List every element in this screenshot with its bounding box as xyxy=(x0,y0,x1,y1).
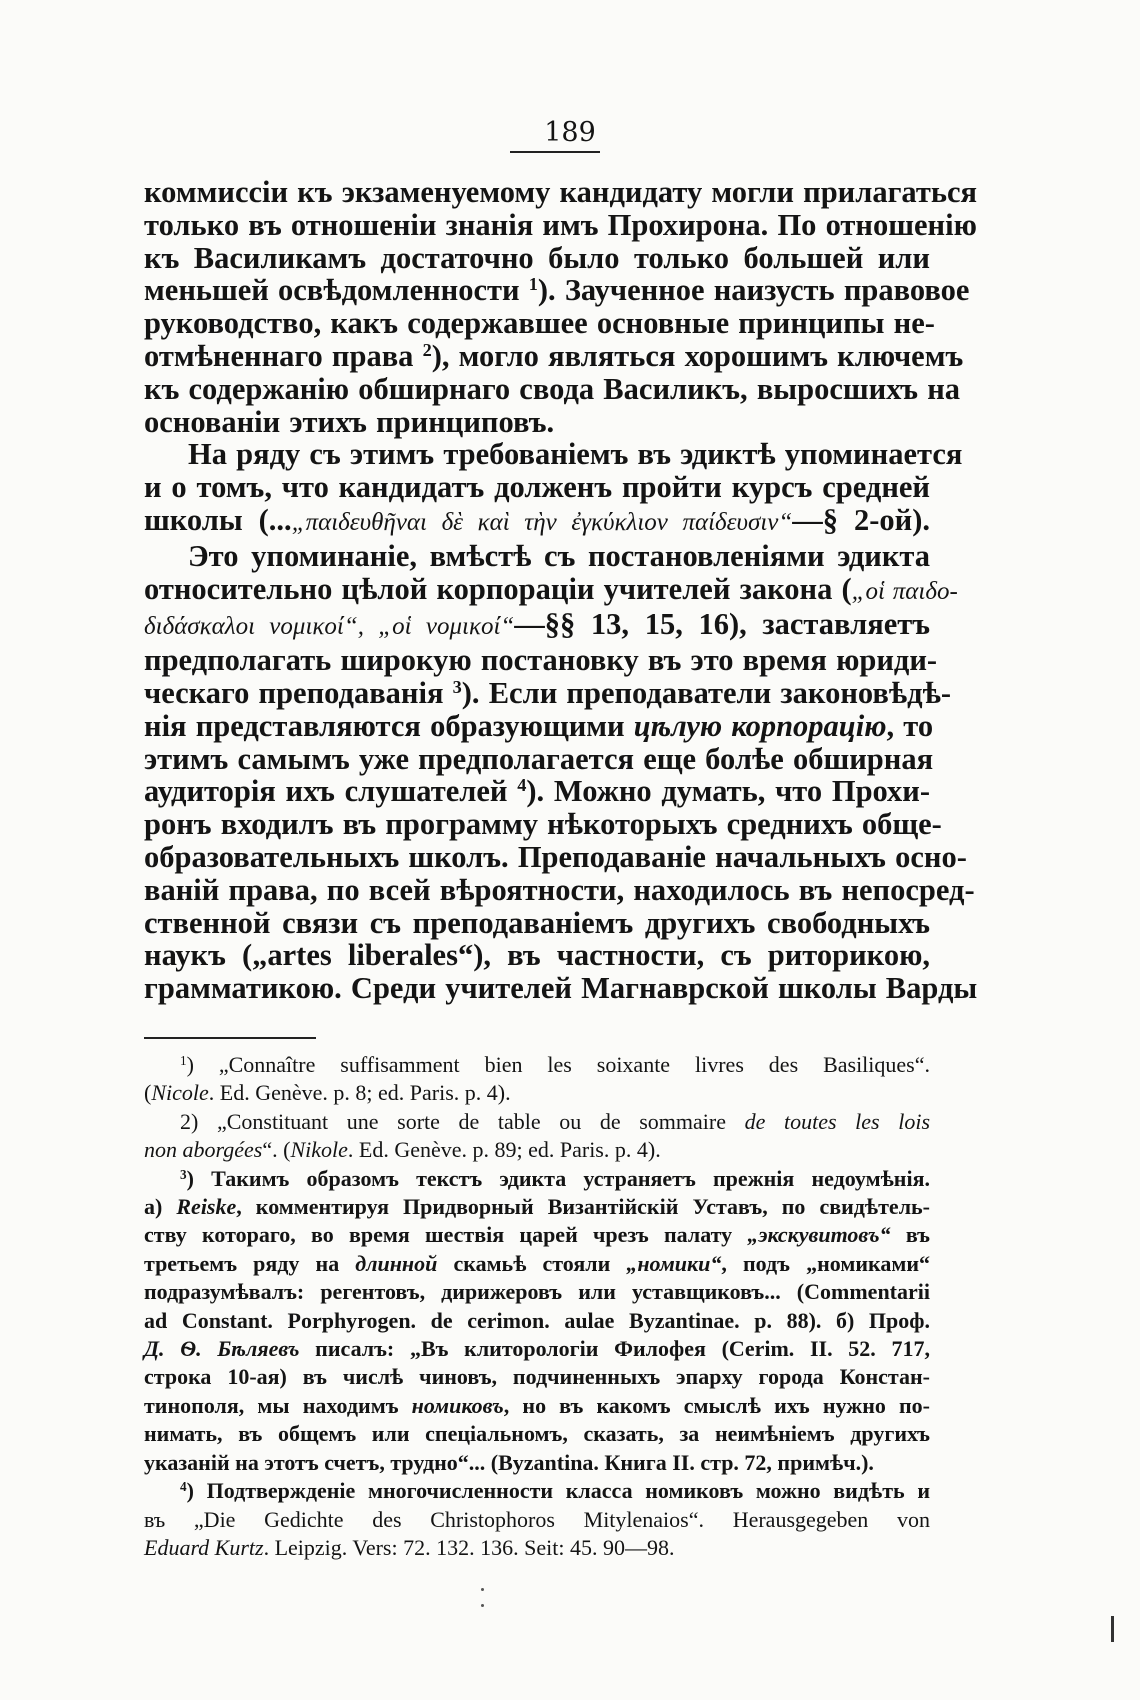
footnote-line: Eduard Kurtz. Leipzig. Vers: 72. 132. 136. Seit: 45. 90—98. xyxy=(144,1534,675,1560)
text-line: меньшей освѣдомленности $^1$). Заученное наизусть правовое xyxy=(144,273,970,308)
footnote-ref-3[interactable]: 3 xyxy=(452,676,462,697)
text-line: къ Василикамъ достаточно было только большей или xyxy=(144,240,930,275)
text-line: основаніи этихъ принциповъ. xyxy=(144,404,555,439)
text-line: къ содержанію обширнаго свода Василикъ, выросшихъ на xyxy=(144,371,961,406)
footnote-ref-1[interactable]: 1 xyxy=(528,274,538,295)
scan-speck xyxy=(481,1604,484,1607)
greek-quote: διδάσκαλοι νομικοί“, „οἱ νομικοί“ xyxy=(144,613,515,641)
paragraph-start: На ряду съ этимъ требованіемъ въ эдиктѣ упоминается xyxy=(188,437,963,472)
main-text xyxy=(144,175,978,1006)
footnote-1: $^1$) „Connaître suffisamment bien les soixante livres des Basiliques“. xyxy=(180,1052,930,1077)
text-line: ваній права, по всей вѣроятности, находилось въ непосред- xyxy=(144,872,975,907)
text-line: образовательныхъ школъ. Преподаваніе начальныхъ осно- xyxy=(144,839,967,874)
greek-quote: „παιδευθῆναι δὲ καὶ τὴν ἐγκύκλιον παίδευσιν“ xyxy=(291,508,793,536)
footnote-line: тинополя, мы находимъ номиковъ, но въ какомъ смыслѣ ихъ нужно по- xyxy=(144,1392,930,1418)
text-line: ронъ входилъ въ программу нѣкоторыхъ среднихъ обще- xyxy=(144,807,942,842)
footnote-line: а) Reiske, комментируя Придворный Византійскій Уставъ, по свидѣтель- xyxy=(144,1194,931,1220)
footnote-ref-2[interactable]: 2 xyxy=(422,339,432,360)
footnote-line: строка 10-ая) въ числѣ чиновъ, подчиненныхъ эпарху города Констан- xyxy=(144,1364,930,1390)
text-line: относительно цѣлой корпораціи учителей закона („οἱ παιδο- xyxy=(144,571,958,606)
footnote-line: ству котораго, во время шествія царей чрезъ палату „экскувитовъ“ въ xyxy=(144,1222,930,1248)
footnote-line: въ „Die Gedichte des Christophoros Mitylenaios“. Herausgegeben von xyxy=(144,1506,930,1532)
text-line: коммиссіи къ экзаменуемому кандидату могли прилагаться xyxy=(144,175,978,209)
text-line: ственной связи съ преподаваніемъ другихъ свободныхъ xyxy=(144,905,930,940)
emphasis: цѣлую корпорацію xyxy=(633,708,887,743)
scan-speck xyxy=(481,1588,484,1591)
text-line: этимъ самымъ уже предполагается еще болѣе обширная xyxy=(144,741,934,776)
footnote-separator xyxy=(144,1037,316,1039)
footnote-line: Д. Ѳ. Бѣляевъ писалъ: „Въ клиторологіи Филофея (Cerim. II. 52. 717, xyxy=(144,1336,930,1362)
text-line: предполагать широкую постановку въ это время юриди- xyxy=(144,643,938,678)
text-line: ческаго преподаванія $^3$). Если преподаватели законовѣдѣ- xyxy=(144,675,952,710)
page-number-underline xyxy=(510,151,600,153)
paragraph-start: Это упоминаніе, вмѣстѣ съ постановленіями эдикта xyxy=(188,538,930,573)
scan-mark xyxy=(1111,1616,1114,1642)
footnote-line: нимать, въ общемъ или спеціальномъ, сказать, за неимѣніемъ другихъ xyxy=(144,1421,930,1447)
text-line: наукъ („artes liberales“), въ частности, съ риторикою, xyxy=(144,938,930,973)
footnote-line: подразумѣвалъ: регентовъ, дирижеровъ или уставщиковъ... (Commentarii xyxy=(144,1279,930,1305)
footnote-line: ad Constant. Porphyrogen. de cerimon. aulae Byzantinae. p. 88). б) Проф. xyxy=(144,1307,930,1333)
footnote-line: (Nicole. Ed. Genève. p. 8; ed. Paris. p. 4). xyxy=(144,1080,511,1106)
page-number: 189 xyxy=(544,117,596,148)
text-line: διδάσκαλοι νομικοί“, „οἱ νομικοί“—§§ 13, 15, 16), заставляетъ xyxy=(144,607,930,642)
text-line: грамматикою. Среди учителей Магнаврской школы Варды xyxy=(144,971,978,1006)
footnote-2: 2) „Constituant une sorte de table ou de sommaire de toutes les lois xyxy=(180,1108,931,1134)
footnote-line: non aborgées“. (Nikole. Ed. Genève. p. 89; ed. Paris. p. 4). xyxy=(144,1137,661,1163)
footnote-4: $^4$) Подтвержденіе многочисленности класса номиковъ можно видѣть и xyxy=(180,1478,930,1504)
text-line: отмѣненнаго права $^2$), могло являться хорошимъ ключемъ xyxy=(144,338,964,373)
text-line: аудиторія ихъ слушателей $^4$). Можно думать, что Прохи- xyxy=(144,774,930,809)
text-line: только въ отношеніи знанія имъ Прохирона. По отношенію xyxy=(144,207,977,242)
footnote-line: указаній на этотъ счетъ, трудно“... (Byzantina. Книга II. стр. 72, примѣч.). xyxy=(144,1449,874,1475)
text-line: нія представляются образующими цѣлую корпорацію, то xyxy=(144,708,934,743)
footnote-3: $^3$) Такимъ образомъ текстъ эдикта устраняетъ прежнія недоумѣнія. xyxy=(180,1165,930,1191)
footnote-line: третьемъ ряду на длинной скамьѣ стояли „номики“, подъ „номиками“ xyxy=(144,1250,930,1276)
text-line: руководство, какъ содержавшее основные принципы не- xyxy=(144,306,935,341)
text-line: и о томъ, что кандидатъ долженъ пройти курсъ средней xyxy=(144,470,930,505)
footnote-ref-4[interactable]: 4 xyxy=(517,775,527,796)
text-line: школы (...„παιδευθῆναι δὲ καὶ τὴν ἐγκύκλιον παίδευσιν“—§ 2-ой). xyxy=(144,502,930,537)
greek-quote: „οἱ παιδο- xyxy=(851,577,958,605)
footnotes xyxy=(144,1051,930,1562)
